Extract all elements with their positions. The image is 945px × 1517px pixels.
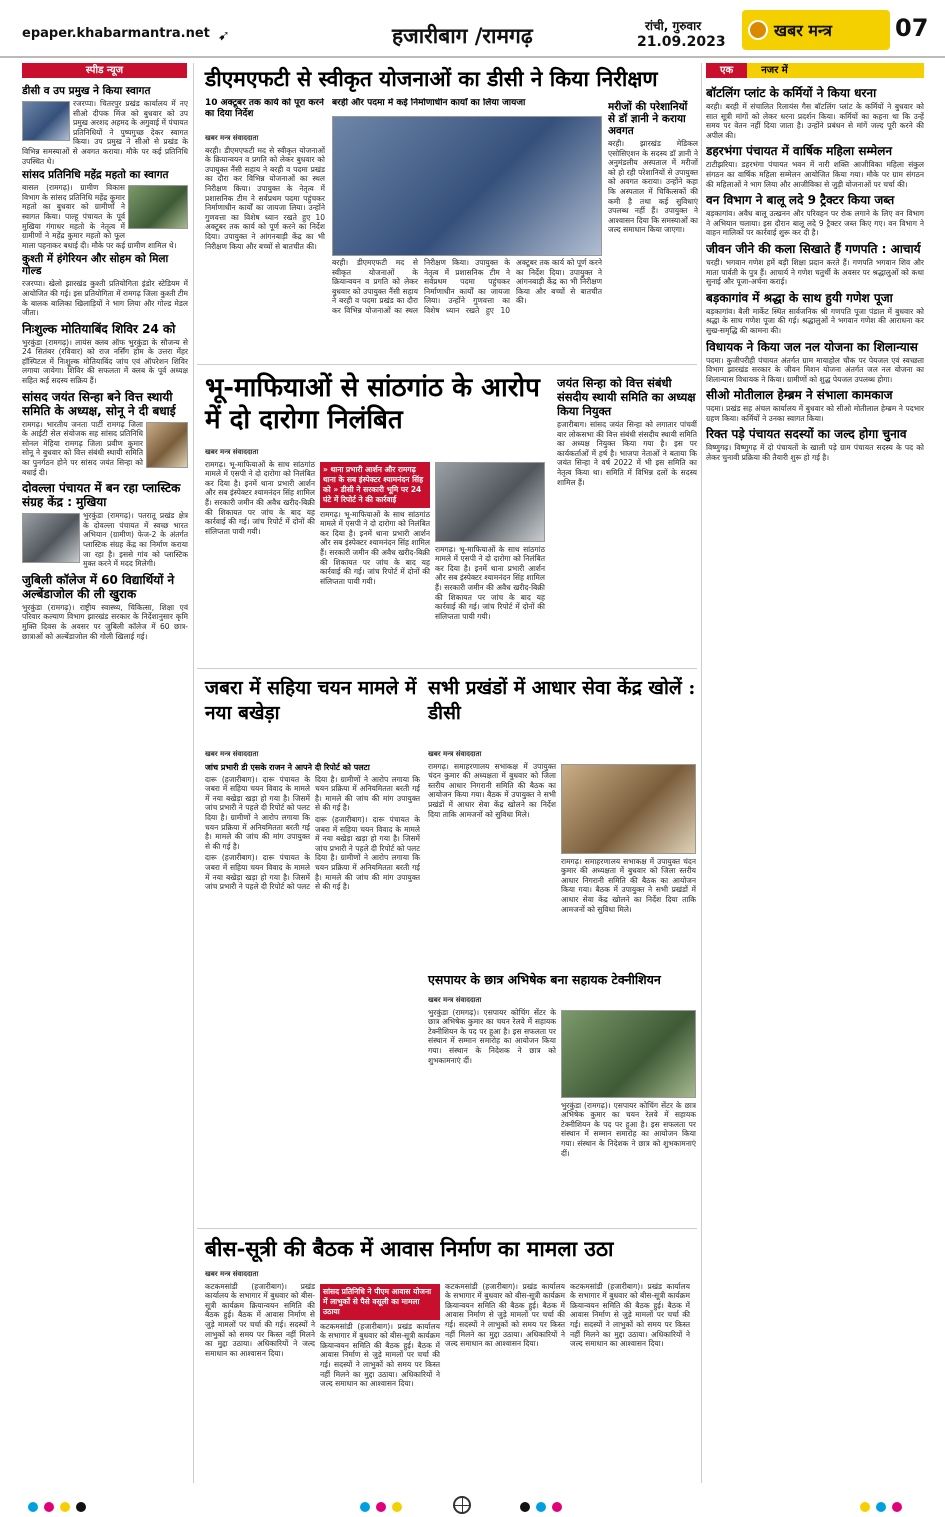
story6-byline: खबर मन्त्र संवाददाता: [205, 1270, 259, 1278]
story4-right: [561, 762, 696, 917]
story5-columns: [428, 1008, 696, 1161]
color-dot: [876, 1502, 886, 1512]
right-story: [706, 193, 924, 238]
side-story-2-body: हजारीबाग। सांसद जयंत सिन्हा को लगातार पांचवीं बार लोकसभा की वित्त संबंधी संसदीय स्थायी समिति का अध्यक्ष नियुक्त किया गया है। इस पर कार्यकर्ताओं में हर्ष है। भाजपा नेताओं ने बताया कि जयंत सिन्हा ने वर्ष 2022 में भी इस समिति का नेतृत्व किया था। समिति में विभिन्न दलों के सदस्य शामिल हैं।: [557, 420, 697, 487]
story6-text: [205, 1268, 697, 1483]
nazar-bar-a: एक: [706, 63, 747, 78]
story5-right: [561, 1008, 696, 1161]
story5-body-cont: भुरकुंडा (रामगढ़)। एसपायर कोचिंग सेंटर के छात्र अभिषेक कुमार का चयन रेलवे में सहायक टेक्नीशियन के पद पर हुआ है। इस सफलता पर संस्थान में सम्मान समारोह का आयोजन किया गया। संस्थान के निदेशक ने छात्र को शुभकामनाएं दीं।: [561, 1100, 696, 1158]
right-story-body: पदमा। प्रखंड सह अंचल कार्यालय में बुधवार को सीओ मोतीलाल हेम्ब्रम ने पदभार ग्रहण किया। कर्मियों ने उनका स्वागत किया।: [706, 404, 924, 423]
story5-byline: खबर मन्त्र संवाददाता: [428, 996, 482, 1004]
story-photo: [22, 101, 70, 141]
row-divider: [197, 1228, 697, 1229]
row-divider: [197, 668, 697, 669]
left-story-headline[interactable]: जुबिली कॉलेज में 60 विद्यार्थियों ने अल्बेंडाजोल की ली खुराक: [22, 572, 175, 601]
story2-body: रामगढ़। भू-माफियाओं के साथ सांठगांठ मामले में एसपी ने दो दारोगा को निलंबित कर दिया है। इनमें थाना प्रभारी आर्शन और सब इंस्पेक्टर श्यामनंदन सिंह शामिल हैं। सरकारी जमीन की अवैध खरीद-बिक्री की शिकायत पर जांच के बाद यह कार्रवाई की गई। जांच रिपोर्ट में दोनों की संलिप्तता पायी गयी।: [205, 459, 315, 536]
right-story: [706, 388, 924, 423]
left-story-body: भुरकुंडा (रामगढ़)। पतरातू प्रखंड क्षेत्र के दोवल्ला पंचायत में स्वच्छ भारत अभियान (ग्रामीण) फेज-2 के अंतर्गत प्लास्टिक संग्रह केंद्र का निर्माण कराया जा रहा है। इससे गांव को प्लास्टिक मुक्त करने में मदद मिलेगी।: [83, 511, 188, 569]
left-story: [22, 253, 188, 317]
left-column: [22, 82, 188, 1482]
column-divider: [193, 63, 194, 1483]
top-story-sub1: 10 अक्टूबर तक कार्य को पूरा करने का दिया निर्देश: [205, 98, 324, 119]
story5-body: भुरकुंडा (रामगढ़)। एसपायर कोचिंग सेंटर के छात्र अभिषेक कुमार का चयन रेलवे में सहायक टेक्नीशियन के पद पर हुआ है। इस सफलता पर संस्थान में सम्मान समारोह का आयोजन किया गया। संस्थान के निदेशक ने छात्र को शुभकामनाएं दीं।: [428, 1007, 556, 1065]
top-story-sub2: बरही और पदमा में कई निर्माणाधीन कार्यों का लिया जायजा: [332, 98, 526, 108]
left-story-body: रजरप्पा। चितरपुर प्रखंड कार्यालय में नए सीओ दीपक मिंज को बुधवार को उप प्रमुख अरशद अहमद के अगुवाई में पंचायत प्रतिनिधियों ने पुष्पगुच्छ देकर स्वागत किया। उप प्रमुख ने सीओ से प्रखंड के विभिन्न समस्याओं से अवगत कराया। मौके पर कई प्रतिनिधि उपस्थित थे।: [22, 99, 188, 166]
story-photo: [128, 185, 188, 229]
story6-body-end: कटकमसांडी (हजारीबाग)। प्रखंड कार्यालय के सभागार में बुधवार को बीस-सूत्री कार्यक्रम क्रियान्वयन समिति की बैठक हुई। बैठक में आवास निर्माण से जुड़े मामलों पर चर्चा की गई। सदस्यों ने लाभुकों को समय पर किस्त नहीं मिलने का मुद्दा उठाया। अधिकारियों ने जल्द समाधान का आश्वासन दिया।: [570, 1281, 690, 1349]
nazar-bar: [706, 63, 924, 78]
story2-right: [435, 460, 545, 624]
side-story-1-body: बरही। झारखंड मेडिकल एसोसिएशन के सदस्य डॉ ज्ञानी ने अनुमंडलीय अस्पताल में मरीजों को हो रही परेशानियों से उपायुक्त को अवगत कराया। उन्होंने कहा कि अस्पताल में चिकित्सकों की कमी है तथा कई सुविधाएं उपलब्ध नहीं हैं। उपायुक्त ने आश्वासन दिया कि समस्याओं का जल्द समाधान किया जाएगा।: [608, 139, 698, 235]
row-divider: [197, 364, 697, 365]
story4-headline[interactable]: सभी प्रखंडों में आधार सेवा केंद्र खोलें : डीसी: [428, 677, 696, 724]
story2-headline[interactable]: भू-माफियाओं से सांठगांठ के आरोप में दो दारोगा निलंबित: [205, 373, 540, 435]
story5-text: [428, 994, 696, 1224]
story5-headline[interactable]: एसपायर के छात्र अभिषेक बना सहायक टेक्नीशियन: [428, 972, 661, 987]
left-story-body: भुरकुंडा (रामगढ़)। राष्ट्रीय स्वास्थ्य, चिकित्सा, शिक्षा एवं परिवार कल्याण विभाग झारखंड सरकार के निर्देशानुसार कृमि मुक्ति दिवस के अवसर पर जुबिली कॉलेज में 60 छात्र-छात्राओं को अल्बेंडाजोल की गोली खिलाई गई।: [22, 602, 188, 641]
left-story: [22, 322, 188, 386]
right-story-headline[interactable]: रिक्त पड़े पंचायत सदस्यों का जल्द होगा चुनाव: [706, 427, 907, 442]
story2-text: [205, 446, 550, 664]
right-story: [706, 86, 924, 140]
top-story-cont: [332, 258, 602, 362]
story6-body: कटकमसांडी (हजारीबाग)। प्रखंड कार्यालय के सभागार में बुधवार को बीस-सूत्री कार्यक्रम क्रियान्वयन समिति की बैठक हुई। बैठक में आवास निर्माण से जुड़े मामलों पर चर्चा की गई। सदस्यों ने लाभुकों को समय पर किस्त नहीं मिलने का मुद्दा उठाया। अधिकारियों ने जल्द समाधान का आश्वासन दिया।: [205, 1281, 315, 1358]
right-story-body: चरही। भगवान गणेश हमें बड़ी शिक्षा प्रदान करते हैं। गणपति भगवान शिव और माता पार्वती के पुत्र हैं। आचार्य ने गणेश चतुर्थी के अवसर पर श्रद्धालुओं को कथा सुनाई और पूजा-अर्चना कराई।: [706, 257, 924, 287]
left-story-headline[interactable]: डीसी व उप प्रमुख ने किया स्वागत: [22, 85, 151, 97]
brand-logo: [742, 10, 890, 50]
story6-columns: [205, 1282, 697, 1391]
story3-body-cont: दारू (हजारीबाग)। दारू पंचायत के जबरा में सहिया चयन विवाद के मामले में नया बखेड़ा खड़ा हो गया है। जिसमें जांच प्रभारी ने पहले दी रिपोर्ट को पलट दिया है। ग्रामीणों ने आरोप लगाया कि चयन प्रक्रिया में अनियमितता बरती गई है। मामले की जांच की मांग उपायुक्त से की गई है।: [205, 774, 420, 892]
side-story-2-headline[interactable]: जयंत सिन्हा को वित्त संबंधी संसदीय स्थायी समिति का अध्यक्ष किया नियुक्त: [557, 376, 696, 418]
story-photo: [22, 513, 80, 563]
story3-text: [205, 748, 420, 1223]
story4-text: [428, 748, 696, 968]
officer-photo: [435, 462, 545, 542]
right-story-body: टाटीझरिया। डहरभंगा पंचायत भवन में नारी शक्ति आजीविका महिला संकुल संगठन का वार्षिक महिला सम्मेलन आयोजित किया गया। मौके पर ग्राम संगठन की महिलाओं ने भाग लिया और आजीविका से जुड़ी योजनाओं पर चर्चा की।: [706, 160, 924, 189]
right-story-body: पदमा। कुजीपरीही पंचायत अंतर्गत ग्राम मायाहोल चौक पर पेयजल एवं स्वच्छता विभाग झारखंड सरकार के जीवन मिशन योजना अंतर्गत जल नल योजना का शिलान्यास विधायक ने किया। ग्रामीणों को शुद्ध पेयजल उपलब्ध होगा।: [706, 355, 924, 384]
story4-body: रामगढ़। समाहरणालय सभाकक्ष में उपायुक्त चंदन कुमार की अध्यक्षता में बुधवार को जिला स्तरीय आधार निगरानी समिति की बैठक का आयोजन किया गया। बैठक में उपायुक्त ने सभी प्रखंडों में आधार सेवा केंद्र खोलने का निर्देश दिया ताकि आमजनों को सुविधा मिले।: [428, 761, 556, 819]
left-story: [22, 85, 188, 166]
right-story-body: विष्णुगढ़। विष्णुगढ़ में दो पंचायतों के खाली पड़े ग्राम पंचायत सदस्य के पद को लेकर चुनावी प्रक्रिया की तैयारी शुरू हो गई है।: [706, 443, 924, 463]
print-footer: [0, 1490, 945, 1517]
color-dot: [28, 1502, 38, 1512]
side-story-2: [557, 372, 697, 664]
student-photo: [561, 1010, 696, 1098]
registration-mark-icon: [453, 1496, 471, 1514]
left-story-body: रजरप्पा। खेलो झारखंड कुश्ती प्रतियोगिता इंडोर स्टेडियम में आयोजित की गई। इस प्रतियोगिता में रामगढ़ जिला कुश्ती टीम के बालक बालिका खिलाड़ियों ने भाग लिया और गोल्ड मेडल जीता।: [22, 279, 188, 318]
nazar-bar-b: नजर में: [747, 63, 924, 78]
side-story-1-headline[interactable]: मरीजों की परेशानियों से डॉ ज्ञानी ने कराया अवगत: [608, 101, 688, 137]
right-story: [706, 340, 924, 385]
right-story: [706, 242, 924, 287]
color-dot: [44, 1502, 54, 1512]
section-title: हजारीबाग /रामगढ़: [392, 23, 533, 48]
story2-columns: [205, 460, 550, 624]
left-story: [22, 390, 188, 478]
left-story-body: रामगढ़। भारतीय जनता पार्टी रामगढ़ जिला के आईटी सेल संयोजक सह सांसद प्रतिनिधि सोनल मेहिया रामगढ़ जिला प्रवीण कुमार सोनू ने बुधवार को वित्त संबंधी स्थायी समिति का पुनर्गठन होने पर सांसद जयंत सिन्हा को बधाई दी।: [22, 419, 143, 477]
color-dot: [892, 1502, 902, 1512]
top-story-text: [205, 132, 325, 360]
story2-callout: » थाना प्रभारी आर्शन और रामगढ़ थाना के सब इंस्पेक्टर श्यामनंदन सिंह को » डीसी ने सरकारी भूमि पर 24 घंटे में रिपोर्ट ने की कार्रवाई: [320, 462, 430, 508]
brand-mark-icon: [748, 20, 768, 40]
story2-body-cont: रामगढ़। भू-माफियाओं के साथ सांठगांठ मामले में एसपी ने दो दारोगा को निलंबित कर दिया है। इनमें थाना प्रभारी आर्शन और सब इंस्पेक्टर श्यामनंदन सिंह शामिल हैं। सरकारी जमीन की अवैध खरीद-बिक्री की शिकायत पर जांच के बाद यह कार्रवाई की गई। जांच रिपोर्ट में दोनों की संलिप्तता पायी गयी।: [320, 509, 430, 586]
top-story-photo: [332, 116, 602, 256]
right-column: [706, 82, 924, 1482]
color-dot: [860, 1502, 870, 1512]
right-story-headline[interactable]: सीओ मोतीलाल हेम्ब्रम ने संभाला कामकाज: [706, 388, 893, 403]
meeting-photo: [561, 764, 696, 854]
right-story: [706, 291, 924, 336]
right-story-headline[interactable]: वन विभाग ने बालू लदे 9 ट्रैक्टर किया जब्त: [706, 193, 895, 208]
masthead: [0, 0, 945, 58]
color-dot: [76, 1502, 86, 1512]
left-story-body: भुरकुंडा (रामगढ़)। लायंस क्लब ऑफ भुरकुंडा के सौजन्य से 24 सितंबर (रविवार) को राज नर्सिंग होम के उत्तरा मेंहर हॉस्पिटल में निःशुल्क मोतियाबिंद जांच एवं ऑपरेशन शिविर लगाया जायेगा। शिविर की सफलता में क्लब के पूर्व अध्यक्ष सहित कई सदस्य सक्रिय हैं।: [22, 337, 188, 386]
story2-byline: खबर मन्त्र संवाददाता: [205, 448, 259, 456]
side-story-1: [608, 98, 698, 363]
column-divider: [701, 63, 702, 1483]
color-dot: [360, 1502, 370, 1512]
left-story-headline[interactable]: दोवल्ला पंचायत में बन रहा प्लास्टिक संग्रह केंद्र : मुखिया: [22, 481, 181, 510]
story-photo: [146, 422, 188, 468]
top-story-headline[interactable]: डीएमएफटी से स्वीकृत योजनाओं का डीसी ने किया निरीक्षण: [205, 66, 658, 91]
right-story-headline[interactable]: बॉटलिंग प्लांट के कर्मियों ने किया धरना: [706, 86, 877, 100]
left-story-headline[interactable]: कुश्ती में हंगेरियन और सोहम को मिला गोल्ड: [22, 253, 169, 278]
page-number: 07: [895, 14, 929, 42]
right-story-headline[interactable]: जीवन जीने की कला सिखाते हैं गणपति : आचार्य: [706, 241, 921, 256]
left-story-headline[interactable]: सांसद प्रतिनिधि महेंद्र महतो का स्वागत: [22, 169, 169, 182]
story3-headline[interactable]: जबरा में सहिया चयन मामले में नया बखेड़ा: [205, 677, 417, 724]
left-story: [22, 573, 188, 641]
story6-body-more: कटकमसांडी (हजारीबाग)। प्रखंड कार्यालय के सभागार में बुधवार को बीस-सूत्री कार्यक्रम क्रियान्वयन समिति की बैठक हुई। बैठक में आवास निर्माण से जुड़े मामलों पर चर्चा की गई। सदस्यों ने लाभुकों को समय पर किस्त नहीं मिलने का मुद्दा उठाया। अधिकारियों ने जल्द समाधान का आश्वासन दिया।: [445, 1281, 565, 1349]
right-story-body: बड़कागांव। बैली मार्केट स्थित सार्वजनिक श्री गणपति पूजा पंडाल में बुधवार को श्रद्धा के साथ गणेश पूजा की गई। श्रद्धालुओं ने भगवान गणेश की आराधना कर सुख-समृद्धि की कामना की।: [706, 306, 924, 335]
story3-body: दारू (हजारीबाग)। दारू पंचायत के जबरा में सहिया चयन विवाद के मामले में नया बखेड़ा खड़ा हो गया है। जिसमें जांच प्रभारी ने पहले दी रिपोर्ट को पलट दिया है। ग्रामीणों ने आरोप लगाया कि चयन प्रक्रिया में अनियमितता बरती गई है। मामले की जांच की मांग उपायुक्त से की गई है।: [205, 774, 310, 851]
left-story-headline[interactable]: निःशुल्क मोतियाबिंद शिविर 24 को: [22, 321, 176, 336]
color-dot: [60, 1502, 70, 1512]
edition-date: 21.09.2023: [637, 34, 726, 50]
story6-headline[interactable]: बीस-सूत्री की बैठक में आवास निर्माण का मामला उठा: [205, 1236, 614, 1261]
brand-name: खबर मन्त्र: [774, 21, 832, 40]
right-story-body: बड़कागांव। अवैध बालू उत्खनन और परिवहन पर रोक लगाने के लिए वन विभाग ने अभियान चलाया। इस दौरान बालू लदे 9 ट्रैक्टर जब्त किए गए। वन विभाग ने वाहन मालिकों पर कार्रवाई शुरू कर दी है।: [706, 209, 924, 238]
right-story-body: बरही। बरही में संचालित रिलायंस गैस बॉटलिंग प्लांट के कर्मियों ने बुधवार को सात सूत्री मांगों को लेकर धरना प्रदर्शन किया। कर्मियों का कहना था कि उन्हें समय पर वेतन नहीं दिया जाता है। उन्होंने प्रबंधन से मांगें जल्द पूरी करने की अपील की।: [706, 102, 924, 140]
story3-columns: [205, 775, 420, 893]
site-url[interactable]: epaper.khabarmantra.net: [22, 26, 210, 41]
color-dot: [392, 1502, 402, 1512]
left-story: [22, 481, 188, 569]
cursor-icon: ➹: [218, 28, 230, 44]
color-dot: [376, 1502, 386, 1512]
color-dot: [552, 1502, 562, 1512]
story3-body-more: दारू (हजारीबाग)। दारू पंचायत के जबरा में सहिया चयन विवाद के मामले में नया बखेड़ा खड़ा हो गया है। जिसमें जांच प्रभारी ने पहले दी रिपोर्ट को पलट दिया है। ग्रामीणों ने आरोप लगाया कि चयन प्रक्रिया में अनियमितता बरती गई है। मामले की जांच की मांग उपायुक्त से की गई है।: [315, 814, 420, 892]
color-dot: [520, 1502, 530, 1512]
color-dot: [536, 1502, 546, 1512]
right-story: [706, 144, 924, 189]
right-story: [706, 427, 924, 462]
story3-sub: जांच प्रभारी डी एसके राजन ने आपने दी रिपोर्ट को पलटा: [205, 762, 370, 772]
story4-byline: खबर मन्त्र संवाददाता: [428, 750, 482, 758]
top-story-body: बरही। डीएमएफटी मद से स्वीकृत योजनाओं के क्रियान्वयन व प्रगति को लेकर बुधवार को उपायुक्त नैंसी सहाय ने बरही व पदमा प्रखंड का दौरा कर विभिन्न योजनाओं का स्थल निरीक्षण किया। उपायुक्त के नेतृत्व में प्रशासनिक टीम ने सर्वप्रथम पदमा पहुंचकर निर्माणाधीन कार्यों का जायजा लिया। उन्होंने गुणवत्ता का विशेष ध्यान रखते हुए 10 अक्टूबर तक कार्य को पूर्ण करने का निर्देश दिया। उपायुक्त ने आंगनबाड़ी केंद्र का भी निरीक्षण किया और बच्चों से बातचीत की।: [205, 145, 325, 251]
top-story-byline: खबर मन्त्र संवाददाता: [205, 134, 259, 142]
story2-mid: [320, 460, 430, 624]
story2-body-end: रामगढ़। भू-माफियाओं के साथ सांठगांठ मामले में एसपी ने दो दारोगा को निलंबित कर दिया है। इनमें थाना प्रभारी आर्शन और सब इंस्पेक्टर श्यामनंदन सिंह शामिल हैं। सरकारी जमीन की अवैध खरीद-बिक्री की शिकायत पर जांच के बाद यह कार्रवाई की गई। जांच रिपोर्ट में दोनों की संलिप्तता पायी गयी।: [435, 544, 545, 621]
left-story-body: बासल (रामगढ़)। ग्रामीण विकास विभाग के सांसद प्रतिनिधि महेंद्र कुमार महतो का बुधवार को ग्रामीणों ने स्वागत किया। पाल्हू पंचायत के पूर्व मुखिया गंगाधर महतो के नेतृत्व में ग्रामीणों ने महेंद्र कुमार महतो को फूल माला पहनाकर बधाई दी। मौके पर कई ग्रामीण शामिल थे।: [22, 183, 177, 250]
right-story-headline[interactable]: विधायक ने किया जल नल योजना का शिलान्यास: [706, 339, 918, 354]
city-day: रांची, गुरुवार: [645, 19, 702, 33]
story6-body-cont: कटकमसांडी (हजारीबाग)। प्रखंड कार्यालय के सभागार में बुधवार को बीस-सूत्री कार्यक्रम क्रियान्वयन समिति की बैठक हुई। बैठक में आवास निर्माण से जुड़े मामलों पर चर्चा की गई। सदस्यों ने लाभुकों को समय पर किस्त नहीं मिलने का मुद्दा उठाया। अधिकारियों ने जल्द समाधान का आश्वासन दिया।: [320, 1321, 440, 1389]
story3-byline: खबर मन्त्र संवाददाता: [205, 750, 259, 758]
story4-body-cont: रामगढ़। समाहरणालय सभाकक्ष में उपायुक्त चंदन कुमार की अध्यक्षता में बुधवार को जिला स्तरीय आधार निगरानी समिति की बैठक का आयोजन किया गया। बैठक में उपायुक्त ने सभी प्रखंडों में आधार सेवा केंद्र खोलने का निर्देश दिया ताकि आमजनों को सुविधा मिले।: [561, 856, 696, 914]
story6-mid: [320, 1282, 440, 1391]
left-story: [22, 169, 188, 250]
story6-callout: सांसद प्रतिनिधि ने पीएम आवास योजना में लाभुकों से पैसे वसूली का मामला उठाया: [320, 1284, 440, 1320]
top-story-body-cont: बरही। डीएमएफटी मद से स्वीकृत योजनाओं के क्रियान्वयन व प्रगति को लेकर बुधवार को उपायुक्त नैंसी सहाय ने बरही व पदमा प्रखंड का दौरा कर विभिन्न योजनाओं का स्थल निरीक्षण किया। उपायुक्त के नेतृत्व में प्रशासनिक टीम ने सर्वप्रथम पदमा पहुंचकर निर्माणाधीन कार्यों का जायजा लिया। उन्होंने गुणवत्ता का विशेष ध्यान रखते हुए 10 अक्टूबर तक कार्य को पूर्ण करने का निर्देश दिया। उपायुक्त ने आंगनबाड़ी केंद्र का भी निरीक्षण किया और बच्चों से बातचीत की।: [332, 258, 602, 315]
right-story-headline[interactable]: डहरभंगा पंचायत में वार्षिक महिला सम्मेलन: [706, 144, 893, 159]
right-story-headline[interactable]: बड़कागांव में श्रद्धा के साथ हुयी गणेश पूजा: [706, 290, 893, 305]
story4-columns: [428, 762, 696, 917]
speed-news-bar: स्पीड न्यूज: [22, 63, 187, 78]
left-story-headline[interactable]: सांसद जयंत सिन्हा बने वित्त स्थायी समिति के अध्यक्ष, सोनू ने दी बधाई: [22, 389, 176, 418]
